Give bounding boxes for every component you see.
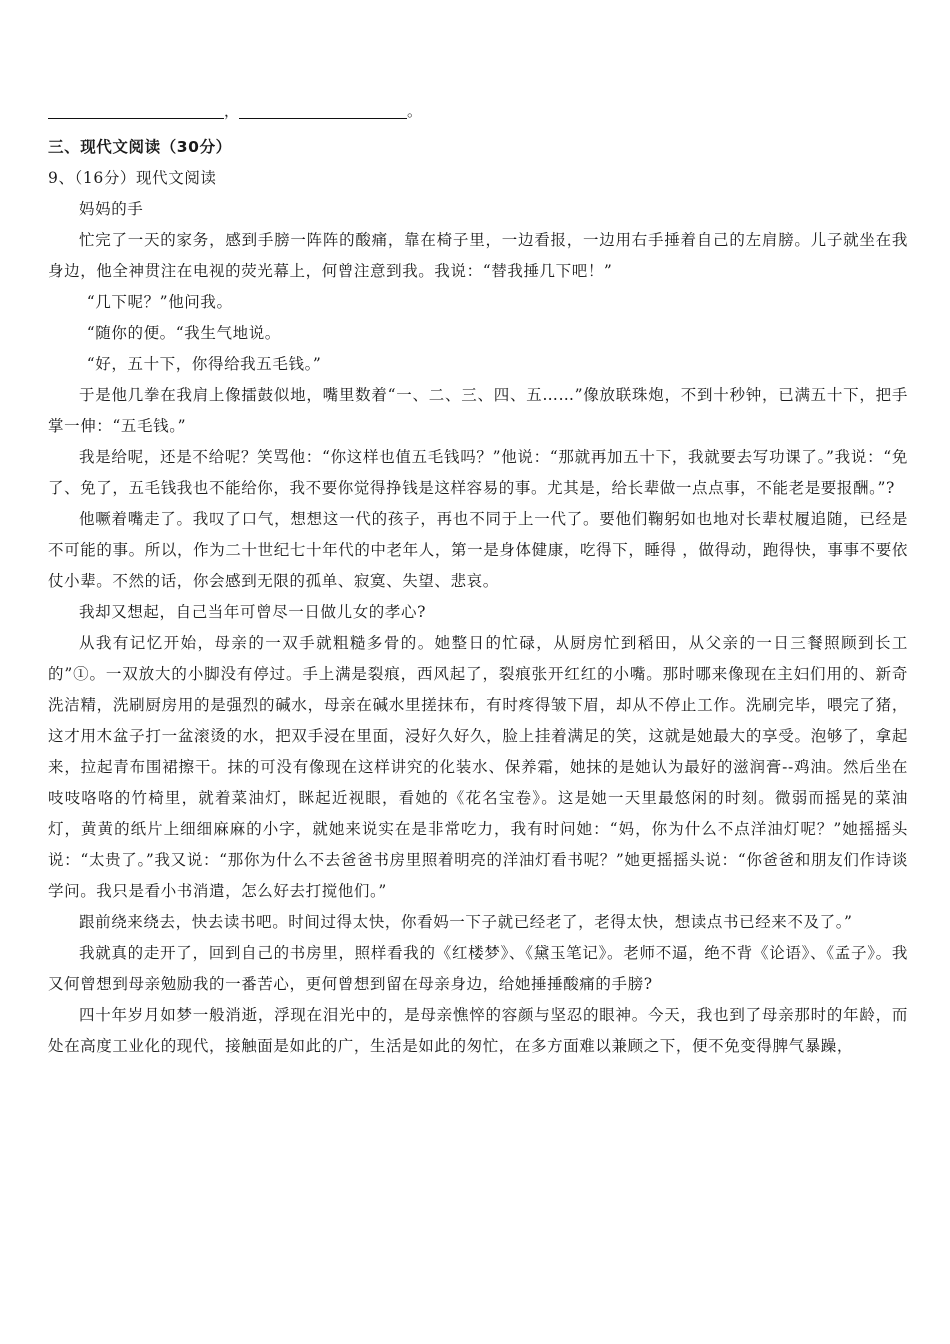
article-paragraph: 他噘着嘴走了。我叹了口气，想想这一代的孩子，再也不同于上一代了。要他们鞠躬如也地对长辈杖履追随，已经是不可能的事。所以，作为二十世纪七十年代的中老年人，第一是身体健康，吃得下，睡得 ，做得动，跑得快，事事不要依仗小辈。不然的话，你会感到无限的孤单、寂寞、失望、悲哀。 [48, 510, 908, 590]
answer-blank-2[interactable] [239, 100, 407, 119]
article-paragraph: 我就真的走开了，回到自己的书房里，照样看我的《红楼梦》、《黛玉笔记》。老师不逼，绝不背《论语》、《孟子》。我又何曾想到母亲勉励我的一番苦心，更何曾想到留在母亲身边，给她捶捶酸痛的手膀? [48, 944, 908, 993]
article-paragraph: 从我有记忆开始，母亲的一双手就粗糙多骨的。她整日的忙碌，从厨房忙到稻田，从父亲的一日三餐照顾到长工的”①。一双放大的小脚没有停过。手上满是裂痕，西风起了，裂痕张开红红的小嘴。那时哪来像现在主妇们用的、新奇洗洁精，洗刷厨房用的是强烈的碱水，母亲在碱水里搓抹布，有时疼得皱下眉，却从不停止工作。洗刷完毕，喂完了猪，这才用木盆子打一盆滚烫的水，把双手浸在里面，浸好久好久，脸上挂着满足的笑，这就是她最大的享受。泡够了，拿起来，拉起青布围裙擦干。抹的可没有像现在这样讲究的化装水、保养霜，她抹的是她认为最好的滋润膏--鸡油。然后坐在吱吱咯咯的竹椅里，就着菜油灯，眯起近视眼，看她的《花名宝卷》。这是她一天里最悠闲的时刻。微弱而摇晃的菜油灯，黄黄的纸片上细细麻麻的小字，就她来说实在是非常吃力，我有时问她：“妈，你为什么不点洋油灯呢？”她摇摇头说：“太贵了。”我又说：“那你为什么不去爸爸书房里照着明亮的洋油灯看书呢？”她更摇摇头说：“你爸爸和朋友们作诗谈学问。我只是看小书消遣，怎么好去打搅他们。” [48, 634, 908, 900]
article-paragraph: 跟前绕来绕去，快去读书吧。时间过得太快，你看妈一下子就已经老了，老得太快，想读点书已经来不及了。” [79, 913, 853, 931]
article-paragraph: 我却又想起，自己当年可曾尽一日做儿女的孝心? [79, 603, 427, 621]
article-title: 妈妈的手 [79, 200, 144, 218]
question-heading: 9、（16分）现代文阅读 [48, 169, 217, 187]
article-paragraph: 四十年岁月如梦一般消逝，浮现在泪光中的，是母亲憔悴的容颜与坚忍的眼神。今天，我也到了母亲那时的年龄，而处在高度工业化的现代，接触面是如此的广，生活是如此的匆忙，在多方面难以兼顾之下，便不免变得脾气暴躁， [48, 1006, 908, 1055]
answer-blanks-line [48, 100, 422, 120]
article-paragraph: 忙完了一天的家务，感到手膀一阵阵的酸痛，靠在椅子里，一边看报，一边用右手捶着自己的左肩膀。儿子就坐在我身边，他全神贯注在电视的荧光幕上，何曾注意到我。我说：“替我捶几下吧！” [48, 231, 908, 280]
article-paragraph: 我是给呢，还是不给呢？笑骂他：“你这样也值五毛钱吗？”他说：“那就再加五十下，我就要去写功课了。”我说：“免了、免了，五毛钱我也不能给你，我不要你觉得挣钱是这样容易的事。尤其是，给长辈做一点点事，不能老是要报酬。”? [48, 448, 908, 497]
article-paragraph: “好，五十下，你得给我五毛钱。” [86, 355, 322, 373]
article-paragraph: “几下呢？”他问我。 [86, 293, 233, 311]
reading-section [48, 132, 908, 1062]
answer-period: 。 [407, 102, 423, 120]
article-paragraph: “随你的便。“我生气地说。 [86, 324, 281, 342]
article-paragraph: 于是他几拳在我肩上像擂鼓似地，嘴里数着“一、二、三、四、五……”像放联珠炮，不到十秒钟，已满五十下，把手掌一伸：“五毛钱。” [48, 386, 908, 435]
answer-blank-1[interactable] [48, 100, 224, 119]
section-title: 三、现代文阅读（30分） [48, 138, 232, 156]
answer-comma: ， [224, 102, 240, 120]
